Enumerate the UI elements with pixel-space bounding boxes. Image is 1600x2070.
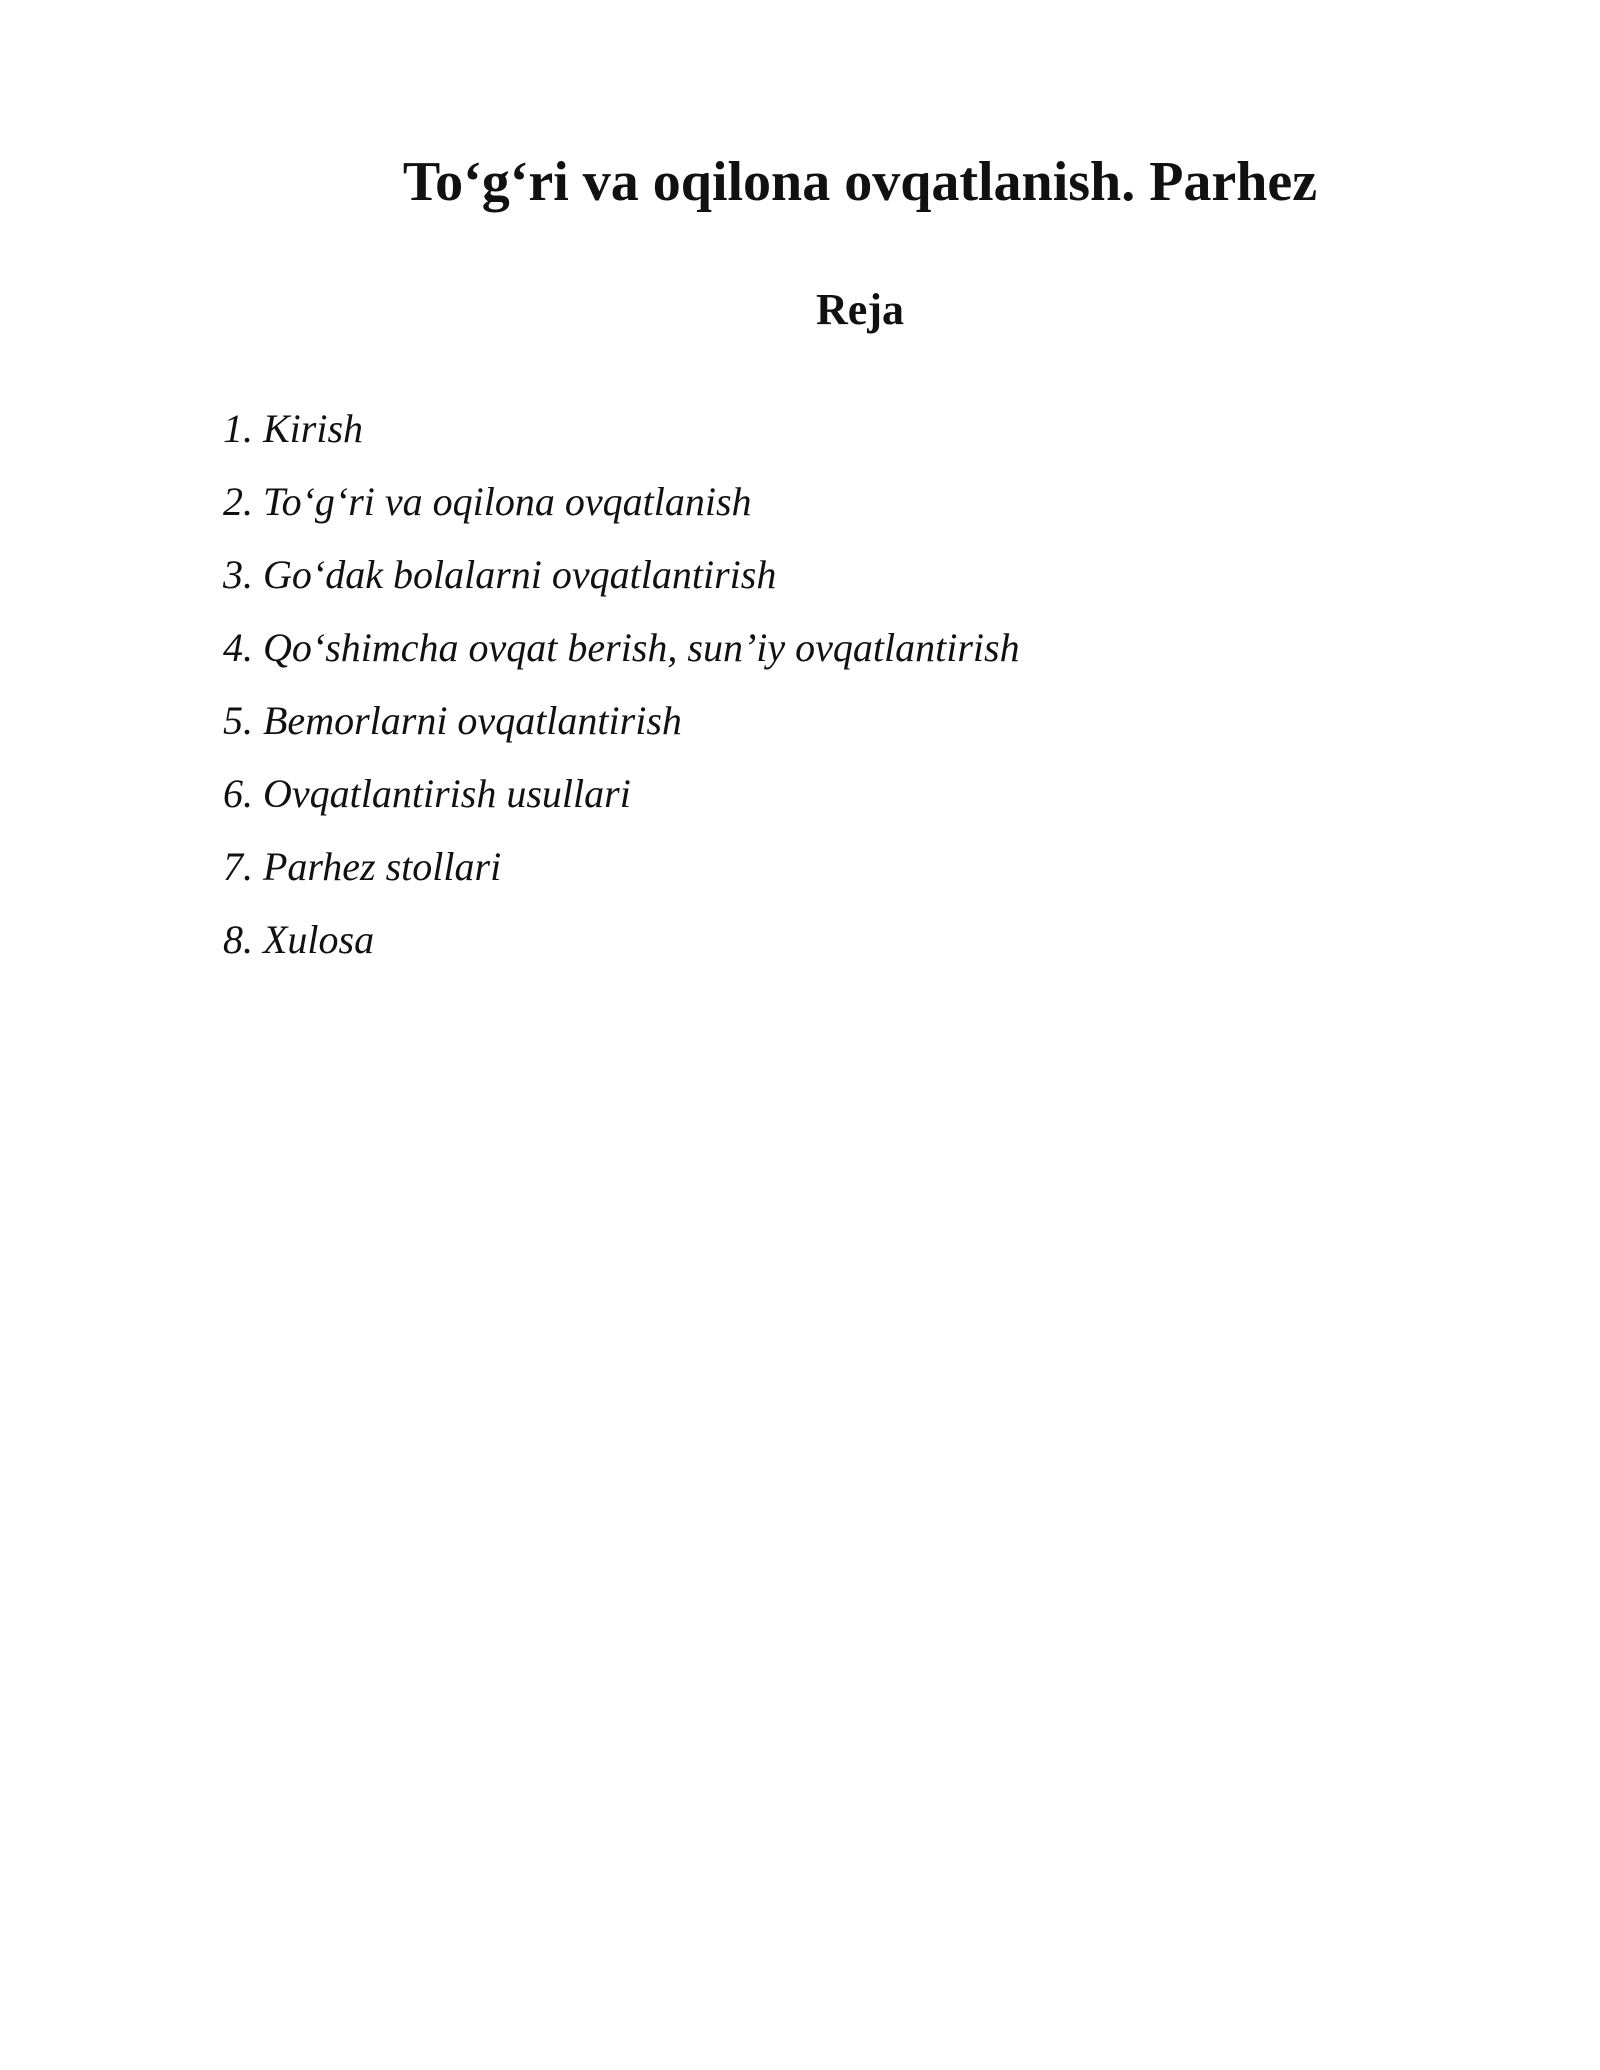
- plan-item: 5. Bemorlarni ovqatlantirish: [223, 698, 682, 743]
- plan-list: [223, 392, 1020, 976]
- plan-item: 4. Qo‘shimcha ovqat berish, sun’iy ovqatlantirish: [223, 625, 1020, 670]
- plan-item: 6. Ovqatlantirish usullari: [223, 771, 631, 816]
- plan-item: 3. Go‘dak bolalarni ovqatlantirish: [223, 552, 777, 597]
- plan-heading: Reja: [816, 285, 904, 334]
- plan-item: 1. Kirish: [223, 406, 364, 451]
- document-title: To‘g‘ri va oqilona ovqatlanish. Parhez: [402, 151, 1318, 213]
- plan-item: 7. Parhez stollari: [223, 844, 502, 889]
- plan-item: 8. Xulosa: [223, 917, 375, 962]
- plan-item: 2. To‘g‘ri va oqilona ovqatlanish: [223, 479, 752, 524]
